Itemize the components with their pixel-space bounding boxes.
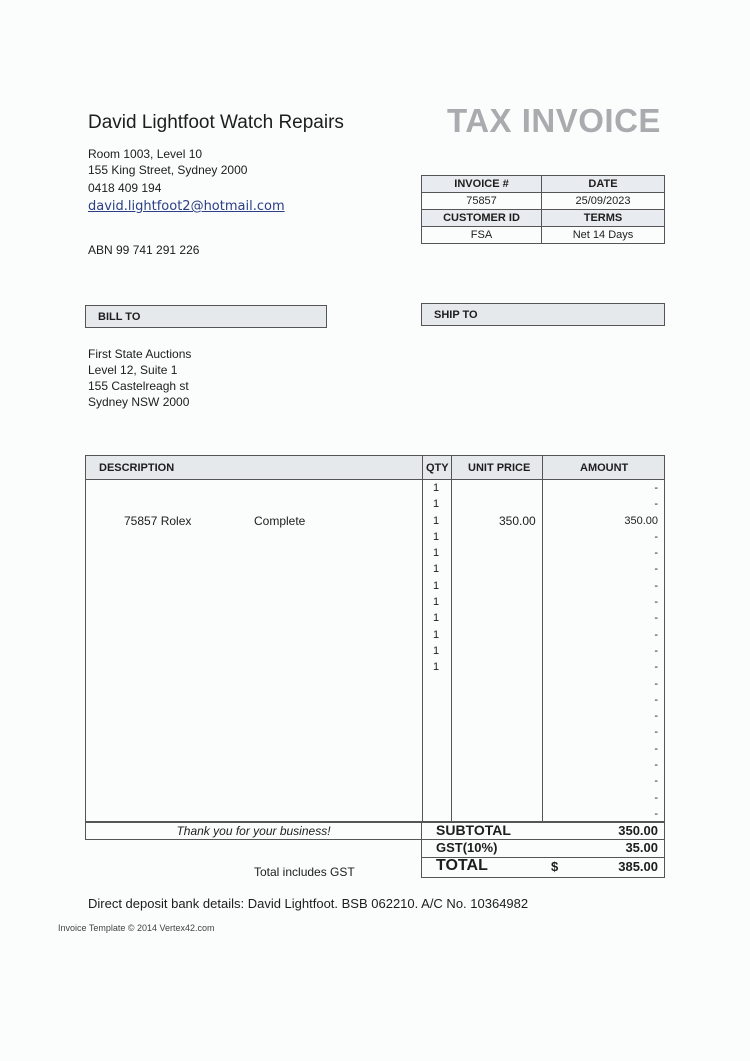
amount-cell: - [654, 579, 658, 592]
abn-number: ABN 99 741 291 226 [88, 243, 200, 257]
qty-cell: 1 [433, 612, 440, 625]
amount-cell: - [654, 530, 658, 543]
description-header: DESCRIPTION [99, 462, 175, 474]
qty-column [433, 480, 439, 676]
qty-cell: 1 [433, 579, 440, 592]
terms-label: TERMS [542, 210, 665, 227]
amount-cell: - [654, 498, 658, 511]
amount-cell: - [654, 677, 658, 690]
amount-cell: - [654, 775, 658, 788]
gst-label: GST(10%) [436, 840, 498, 855]
gst-note: Total includes GST [254, 865, 355, 879]
amount-cell: - [654, 482, 658, 494]
document-title: TAX INVOICE [447, 102, 661, 139]
subtotal-row [421, 822, 665, 840]
amount-cell: - [654, 612, 658, 625]
bill-to-header: BILL TO [85, 305, 327, 328]
address-line-1: Room 1003, Level 10 [88, 147, 203, 161]
amount-cell: - [654, 563, 658, 576]
amount-cell: - [654, 693, 658, 706]
date-label: DATE [542, 176, 665, 193]
subtotal-value: 350.00 [618, 823, 658, 838]
customer-id-label: CUSTOMER ID [422, 210, 542, 227]
qty-header: QTY [426, 462, 449, 474]
column-divider [542, 456, 543, 821]
amount-cell: - [654, 726, 658, 739]
invoice-number-label: INVOICE # [422, 176, 542, 193]
item-note: Complete [254, 514, 306, 528]
total-row [421, 858, 665, 878]
total-label: TOTAL [436, 857, 488, 874]
ship-to-header: SHIP TO [421, 303, 665, 326]
amount-cell: - [654, 628, 658, 641]
amount-cell: - [654, 661, 658, 674]
bank-details: Direct deposit bank details: David Lightfoot. BSB 062210. A/C No. 10364982 [88, 896, 529, 911]
bill-to-address [88, 346, 191, 410]
gst-value: 35.00 [625, 840, 658, 855]
email-link[interactable]: david.lightfoot2@hotmail.com [88, 199, 285, 214]
item-description: 75857 Rolex [124, 514, 192, 528]
company-name: David Lightfoot Watch Repairs [88, 112, 344, 133]
amount-cell: - [654, 710, 658, 723]
amount-header: AMOUNT [580, 462, 629, 474]
template-credit: Invoice Template © 2014 Vertex42.com [58, 923, 215, 933]
qty-cell: 1 [433, 563, 440, 576]
qty-cell: 1 [433, 628, 440, 641]
bill-to-line: 155 Castelreagh st [88, 379, 189, 393]
qty-cell: 1 [433, 547, 440, 560]
amount-cell: - [654, 742, 658, 755]
invoice-meta-table [421, 175, 665, 244]
amount-cell: - [654, 547, 658, 560]
qty-cell: 1 [433, 530, 440, 543]
amount-cell: 350.00 [624, 514, 658, 527]
amount-column [545, 480, 658, 822]
amount-cell: - [654, 807, 658, 820]
total-value: 385.00 [618, 859, 658, 874]
totals-block [421, 822, 665, 878]
bill-to-line: First State Auctions [88, 347, 192, 361]
qty-cell: 1 [433, 644, 440, 657]
column-divider [422, 456, 423, 821]
currency-symbol: $ [551, 859, 559, 874]
amount-cell: - [654, 791, 658, 804]
payment-terms: Net 14 Days [542, 227, 665, 244]
qty-cell: 1 [433, 498, 440, 511]
phone-number: 0418 409 194 [88, 181, 162, 195]
qty-cell: 1 [433, 661, 440, 674]
amount-cell: - [654, 759, 658, 772]
bill-to-line: Level 12, Suite 1 [88, 363, 178, 377]
bill-to-line: Sydney NSW 2000 [88, 395, 190, 409]
qty-cell: 1 [433, 482, 440, 494]
subtotal-label: SUBTOTAL [436, 822, 511, 838]
thank-you-message: Thank you for your business! [85, 822, 422, 840]
qty-cell: 1 [433, 514, 440, 527]
invoice-date: 25/09/2023 [542, 193, 665, 210]
address-line-2: 155 King Street, Sydney 2000 [88, 163, 248, 177]
unit-price-header: UNIT PRICE [468, 462, 531, 474]
customer-id: FSA [422, 227, 542, 244]
gst-row [421, 840, 665, 858]
item-unit-price: 350.00 [499, 514, 536, 528]
amount-cell: - [654, 644, 658, 657]
qty-cell: 1 [433, 596, 440, 609]
amount-cell: - [654, 596, 658, 609]
column-divider [451, 456, 452, 821]
invoice-number: 75857 [422, 193, 542, 210]
